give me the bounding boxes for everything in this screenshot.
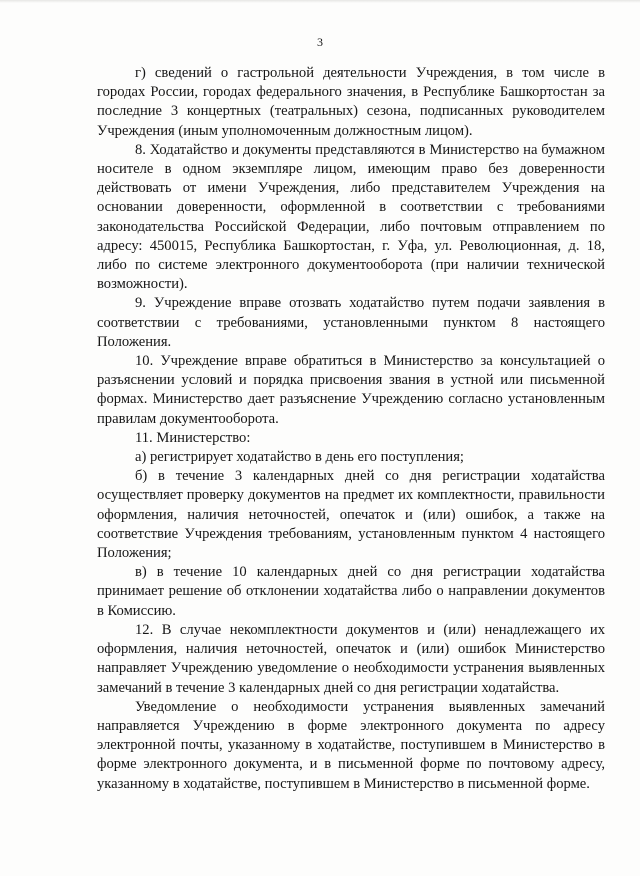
paragraph-subitem-g: г) сведений о гастрольной деятельности Учреждения, в том числе в городах России, городах федерального значения, в Республике Башкортостан за последние 3 концертных (театральных) сезона, подписанных руководителем Учреждения (иным уполномоченным должностным лицом). [97,65,605,139]
paragraph-12: 12. В случае некомплектности документов и (или) ненадлежащего их оформления, наличия неточностей, опечаток и (или) ошибок Министерство направляет Учреждению уведомление о необходимости устранения выявленных замечаний в течение 3 календарных дней со дня регистрации ходатайства. [97,621,605,696]
scan-edge [0,0,640,3]
paragraph-8: 8. Ходатайство и документы представляются в Министерство на бумажном носителе в одном экземпляре лицом, имеющим право без доверенности действовать от имени Учреждения, либо представителем Учреждения на основании доверенности, оформленной в соответствии с требованиями законодательства Российской Федерации, либо почтовым отправлением по адресу: 450015, Республика Башкортостан, г. Уфа, ул. Революционная, д. 18, либо по системе электронного документооборота (при наличии технической возможности). [97,141,605,293]
document-body [97,64,605,794]
paragraph-11-v: в) в течение 10 календарных дней со дня регистрации ходатайства принимает решение об отклонении ходатайства либо о направлении документов в Комиссию. [97,564,605,619]
paragraph-notice: Уведомление о необходимости устранения выявленных замечаний направляется Учреждению в форме электронного документа по адресу электронной почты, указанному в ходатайстве, поступившем в Министерство в форме электронного документа, и в письменной форме по почтовому адресу, указанному в ходатайстве, поступившем в Министерство в письменной форме. [97,698,605,792]
paragraph-11: 11. Министерство: [135,429,251,446]
paragraph-11-a: а) регистрирует ходатайство в день его поступления; [135,449,464,466]
paragraph-10: 10. Учреждение вправе обратиться в Министерство за консультацией о разъяснении условий и порядка присвоения звания в устной или письменной формах. Министерство дает разъяснение Учреждению согласно установленным правилам документооборота. [97,353,605,427]
paragraph-11-b: б) в течение 3 календарных дней со дня регистрации ходатайства осуществляет проверку документов на предмет их комплектности, правильности оформления, наличия неточностей, опечаток и (или) ошибок, а также на соответствие Учреждения требованиям, установленным пунктом 4 настоящего Положения; [97,468,605,562]
paragraph-9: 9. Учреждение вправе отозвать ходатайство путем подачи заявления в соответствии с требованиями, установленными пунктом 8 настоящего Положения. [97,295,605,350]
page-number: 3 [317,35,323,49]
